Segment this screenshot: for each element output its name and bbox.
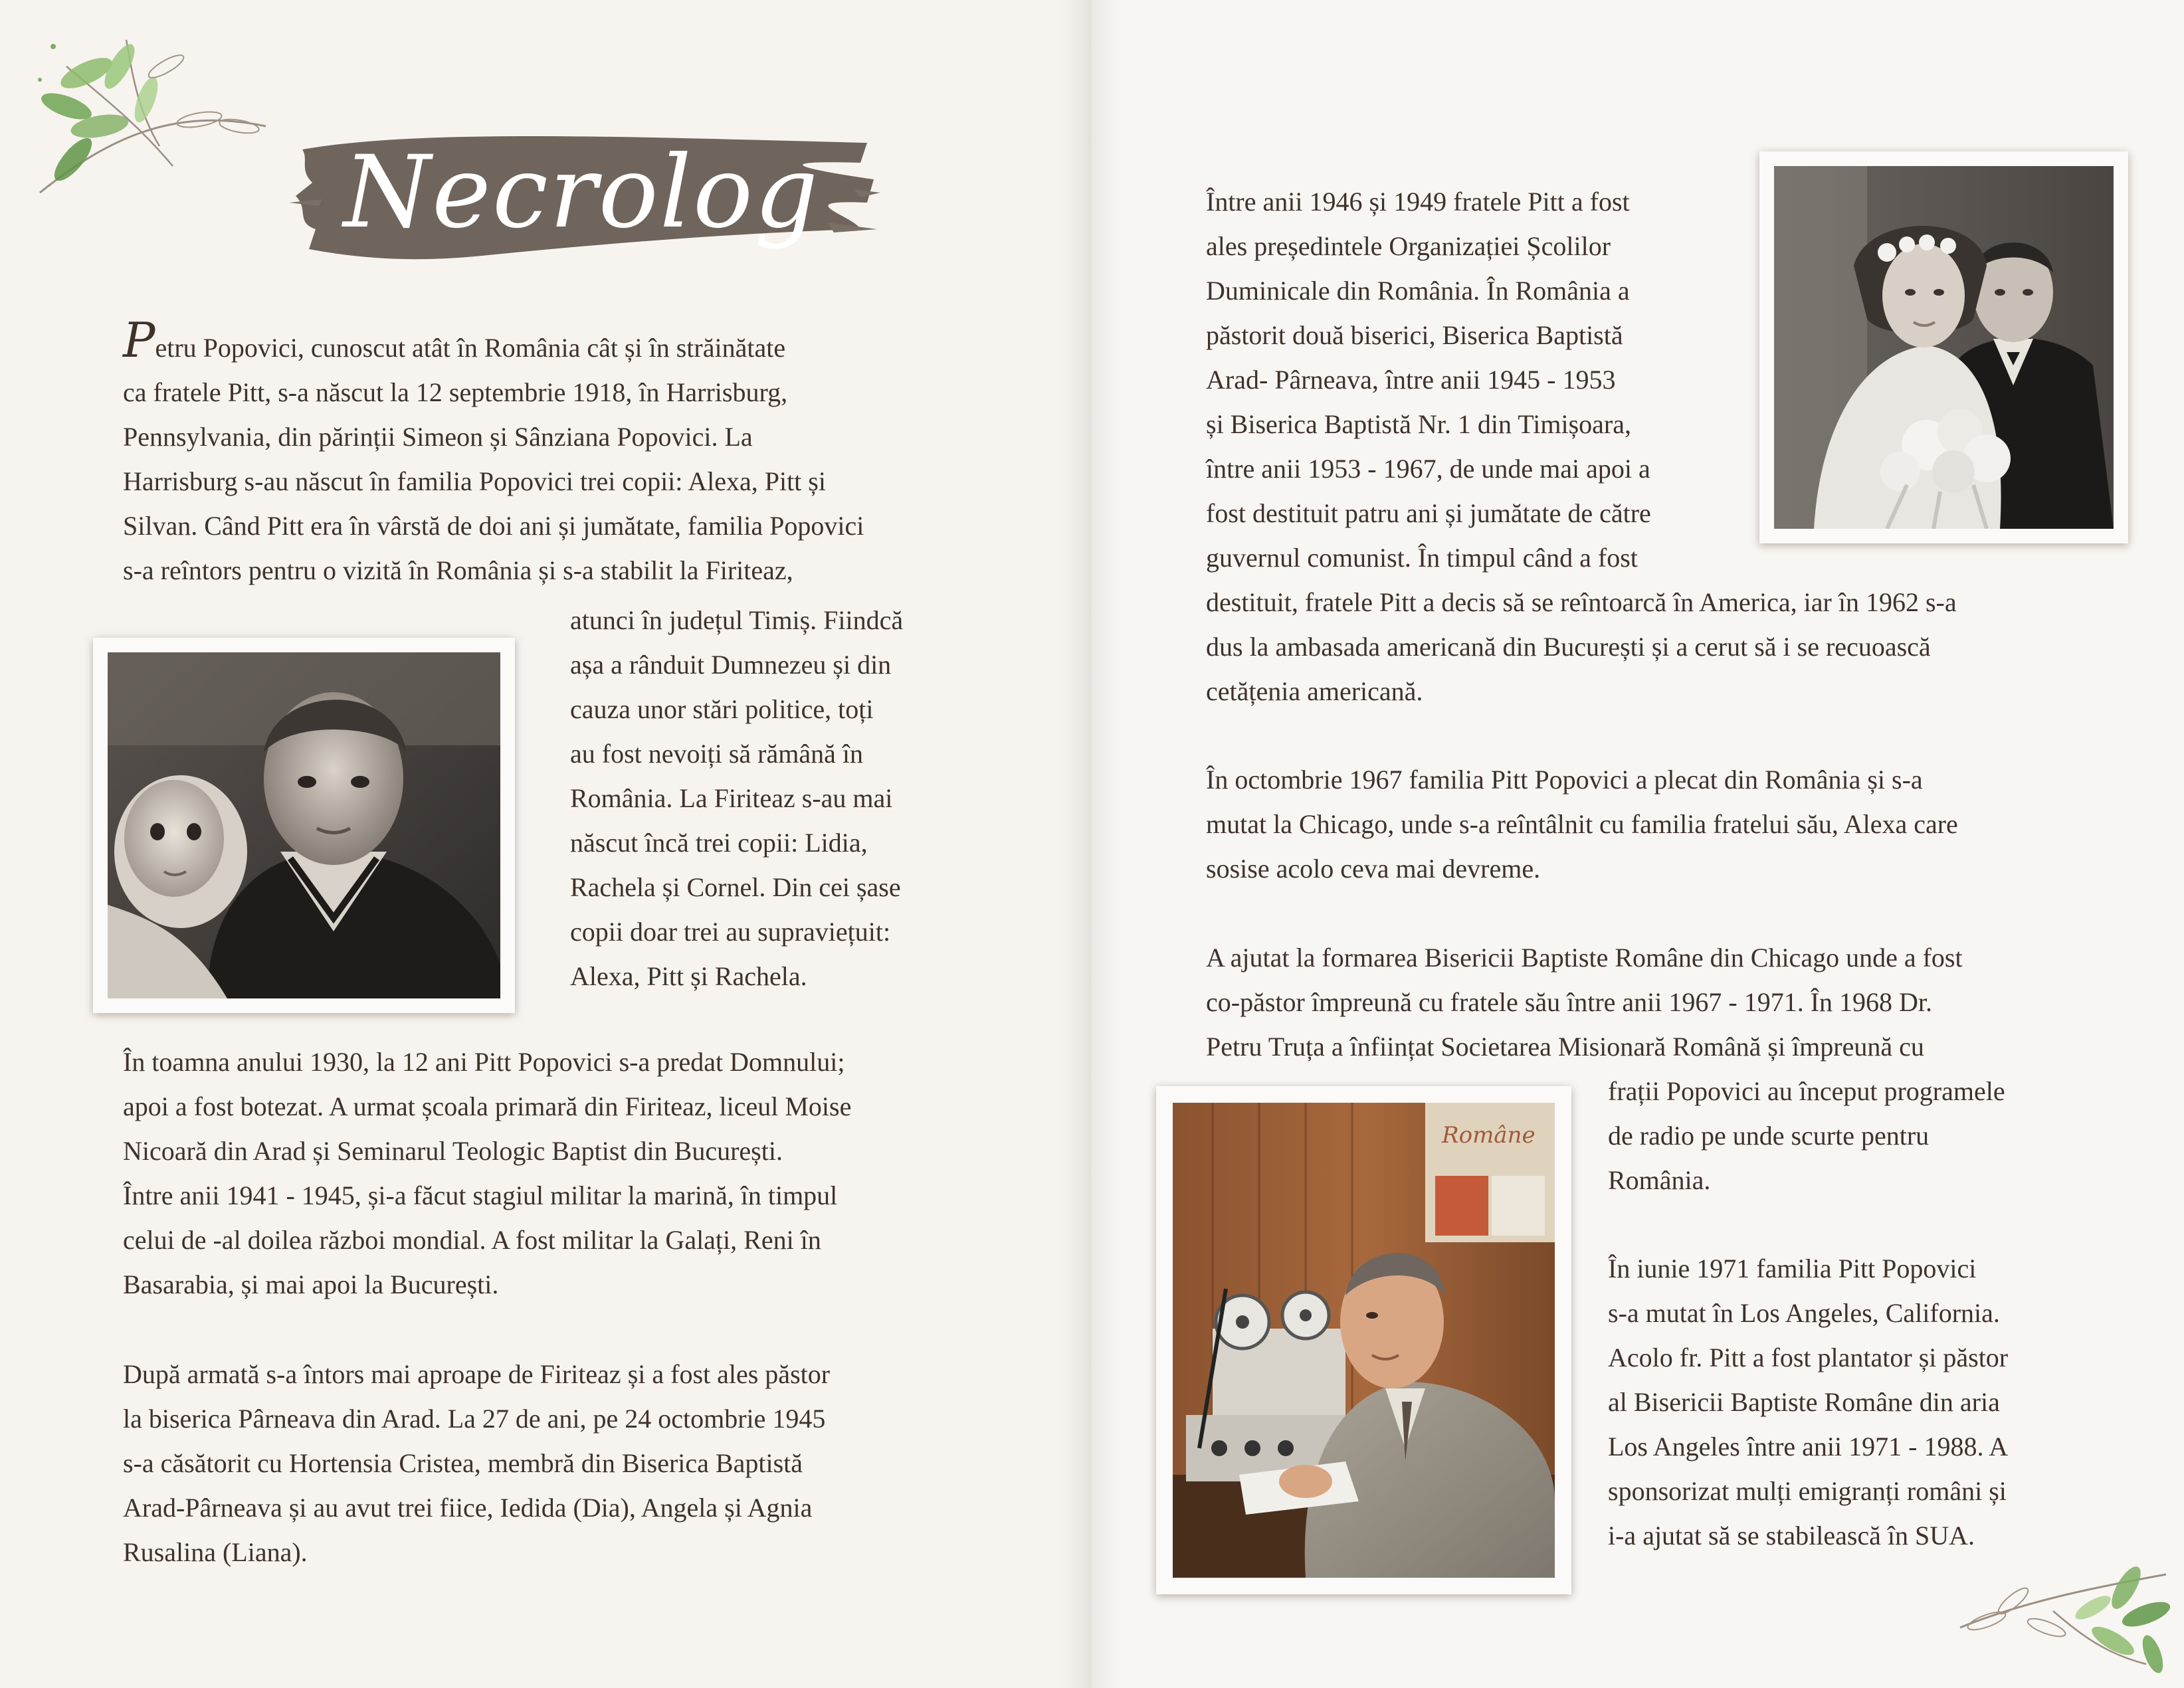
page-gutter (1060, 0, 1120, 1688)
text-line: Pennsylvania, din părinții Simeon și Sânziana Popovici. La (123, 422, 753, 452)
text-line: Rusalina (Liana). (123, 1537, 308, 1567)
text-line: Silvan. Când Pitt era în vârstă de doi ani și jumătate, familia Popovici (123, 511, 864, 541)
text-line: atunci în județul Timiș. Fiindcă (570, 605, 904, 635)
text-line: sponsorizat mulți emigranți români și (1608, 1476, 2007, 1506)
left-paragraph-1-wrap (570, 598, 969, 998)
text-line: apoi a fost botezat. A urmat școala primară din Firiteaz, liceul Moise (123, 1091, 852, 1121)
text-line: România. La Firiteaz s-au mai (570, 783, 893, 813)
left-paragraph-2 (123, 1040, 1040, 1307)
drop-cap: P (123, 312, 155, 368)
text-line: În iunie 1971 familia Pitt Popovici (1608, 1254, 1977, 1283)
text-line: În toamna anului 1930, la 12 ani Pitt Popovici s-a predat Domnului; (123, 1047, 845, 1077)
text-line: guvernul comunist. În timpul când a fost (1206, 543, 1638, 573)
text-line: între anii 1953 - 1967, de unde mai apoi a (1206, 454, 1650, 484)
text-line: s-a căsătorit cu Hortensia Cristea, membră din Biserica Baptistă (123, 1448, 803, 1478)
text-line: Între anii 1946 și 1949 fratele Pitt a fost (1206, 187, 1630, 217)
children-photo-image (108, 652, 500, 998)
text-line: copii doar trei au supraviețuit: (570, 917, 891, 947)
text-line: A ajutat la formarea Bisericii Baptiste Române din Chicago unde a fost (1206, 943, 1963, 973)
text-line: născut încă trei copii: Lidia, (570, 828, 868, 858)
text-line: ca fratele Pitt, s-a născut la 12 septembrie 1918, în Harrisburg, (123, 377, 788, 407)
text-line: destituit, fratele Pitt a decis să se reîntoarcă în America, iar în 1962 s-a (1206, 587, 1957, 617)
text-line: Alexa, Pitt și Rachela. (570, 961, 807, 991)
text-line: așa a rânduit Dumnezeu și din (570, 650, 892, 680)
text-line: Între anii 1941 - 1945, și-a făcut stagiul militar la marină, în timpul (123, 1180, 838, 1210)
radio-poster-text: Române (1442, 1122, 1536, 1149)
text-line: Arad-Pârneava și au avut trei fiice, Iedida (Dia), Angela și Agnia (123, 1493, 813, 1523)
text-line: Basarabia, și mai apoi la București. (123, 1269, 499, 1299)
text-line: la biserica Pârneava din Arad. La 27 de ani, pe 24 octombrie 1945 (123, 1404, 826, 1434)
text-line: co-păstor împreună cu fratele său între anii 1967 - 1971. În 1968 Dr. (1206, 987, 1933, 1017)
leaf-branch-top-left-icon (27, 27, 272, 206)
text-line: Nicoară din Arad și Seminarul Teologic Baptist din București. (123, 1136, 783, 1166)
text-line: al Bisericii Baptiste Române din aria (1608, 1387, 2000, 1417)
right-paragraph-4 (1608, 1246, 2139, 1558)
text-line: Rachela și Cornel. Din cei șase (570, 872, 901, 902)
right-paragraph-3-wrap (1608, 1069, 2139, 1202)
wedding-photo (1759, 151, 2128, 543)
right-paragraph-1 (1206, 179, 1777, 580)
text-line: Los Angeles între anii 1971 - 1988. A (1608, 1432, 2009, 1461)
wedding-photo-image (1774, 166, 2114, 529)
text-line: Duminicale din România. În România a (1206, 276, 1630, 306)
title-banner (282, 123, 880, 276)
text-line: Harrisburg s-au născut în familia Popovici trei copii: Alexa, Pitt și (123, 466, 826, 496)
text-line: Arad- Pârneava, între anii 1945 - 1953 (1206, 365, 1616, 395)
children-photo (93, 638, 515, 1013)
left-paragraph-3 (123, 1352, 1040, 1574)
radio-photo (1156, 1086, 1571, 1594)
text-line: dus la ambasada americană din București și a cerut să i se recuoască (1206, 632, 1931, 662)
text-line: România. (1608, 1165, 1711, 1195)
text-line: frații Popovici au început programele (1608, 1076, 2005, 1106)
text-line: și Biserica Baptistă Nr. 1 din Timișoara, (1206, 409, 1631, 439)
text-line: s-a mutat în Los Angeles, California. (1608, 1298, 2000, 1328)
text-line: În octombrie 1967 familia Pitt Popovici a plecat din România și s-a (1206, 765, 1923, 795)
text-line: celui de -al doilea război mondial. A fost militar la Galați, Reni în (123, 1225, 821, 1255)
text-line: păstorit două biserici, Biserica Baptistă (1206, 320, 1623, 350)
text-line: sosise acolo ceva mai devreme. (1206, 854, 1541, 884)
text-line: ales președintele Organizației Școlilor (1206, 231, 1611, 261)
text-line: s-a reîntors pentru o vizită în România și s-a stabilit la Firiteaz, (123, 555, 793, 585)
text-line: fost destituit patru ani și jumătate de către (1206, 498, 1651, 528)
text-line: Acolo fr. Pitt a fost plantator și păstor (1608, 1343, 2009, 1372)
right-paragraph-3 (1206, 935, 2136, 1069)
left-paragraph-1 (123, 312, 1007, 593)
text-line: Petru Truța a înființat Societarea Misionară Română și împreună cu (1206, 1032, 1924, 1062)
text-line: Petru Popovici, cunoscut atât în România cât și în străinătate (123, 312, 786, 368)
text-line: de radio pe unde scurte pentru (1608, 1121, 1930, 1151)
text-line: au fost nevoiți să rămână în (570, 739, 863, 769)
radio-photo-image (1173, 1103, 1555, 1578)
page-title: Necrolog (343, 135, 820, 250)
text-line: După armată s-a întors mai aproape de Firiteaz și a fost ales păstor (123, 1359, 831, 1389)
text-line: i-a ajutat să se stabilească în SUA. (1608, 1521, 1975, 1550)
right-paragraph-1-full (1206, 580, 2136, 713)
text-line: cauza unor stări politice, toți (570, 694, 874, 724)
right-paragraph-2 (1206, 757, 2136, 891)
text-line: mutat la Chicago, unde s-a reîntâlnit cu familia fratelui său, Alexa care (1206, 809, 1958, 839)
text-line: cetățenia americană. (1206, 676, 1423, 706)
leaf-branch-bottom-right-icon (1947, 1548, 2173, 1674)
